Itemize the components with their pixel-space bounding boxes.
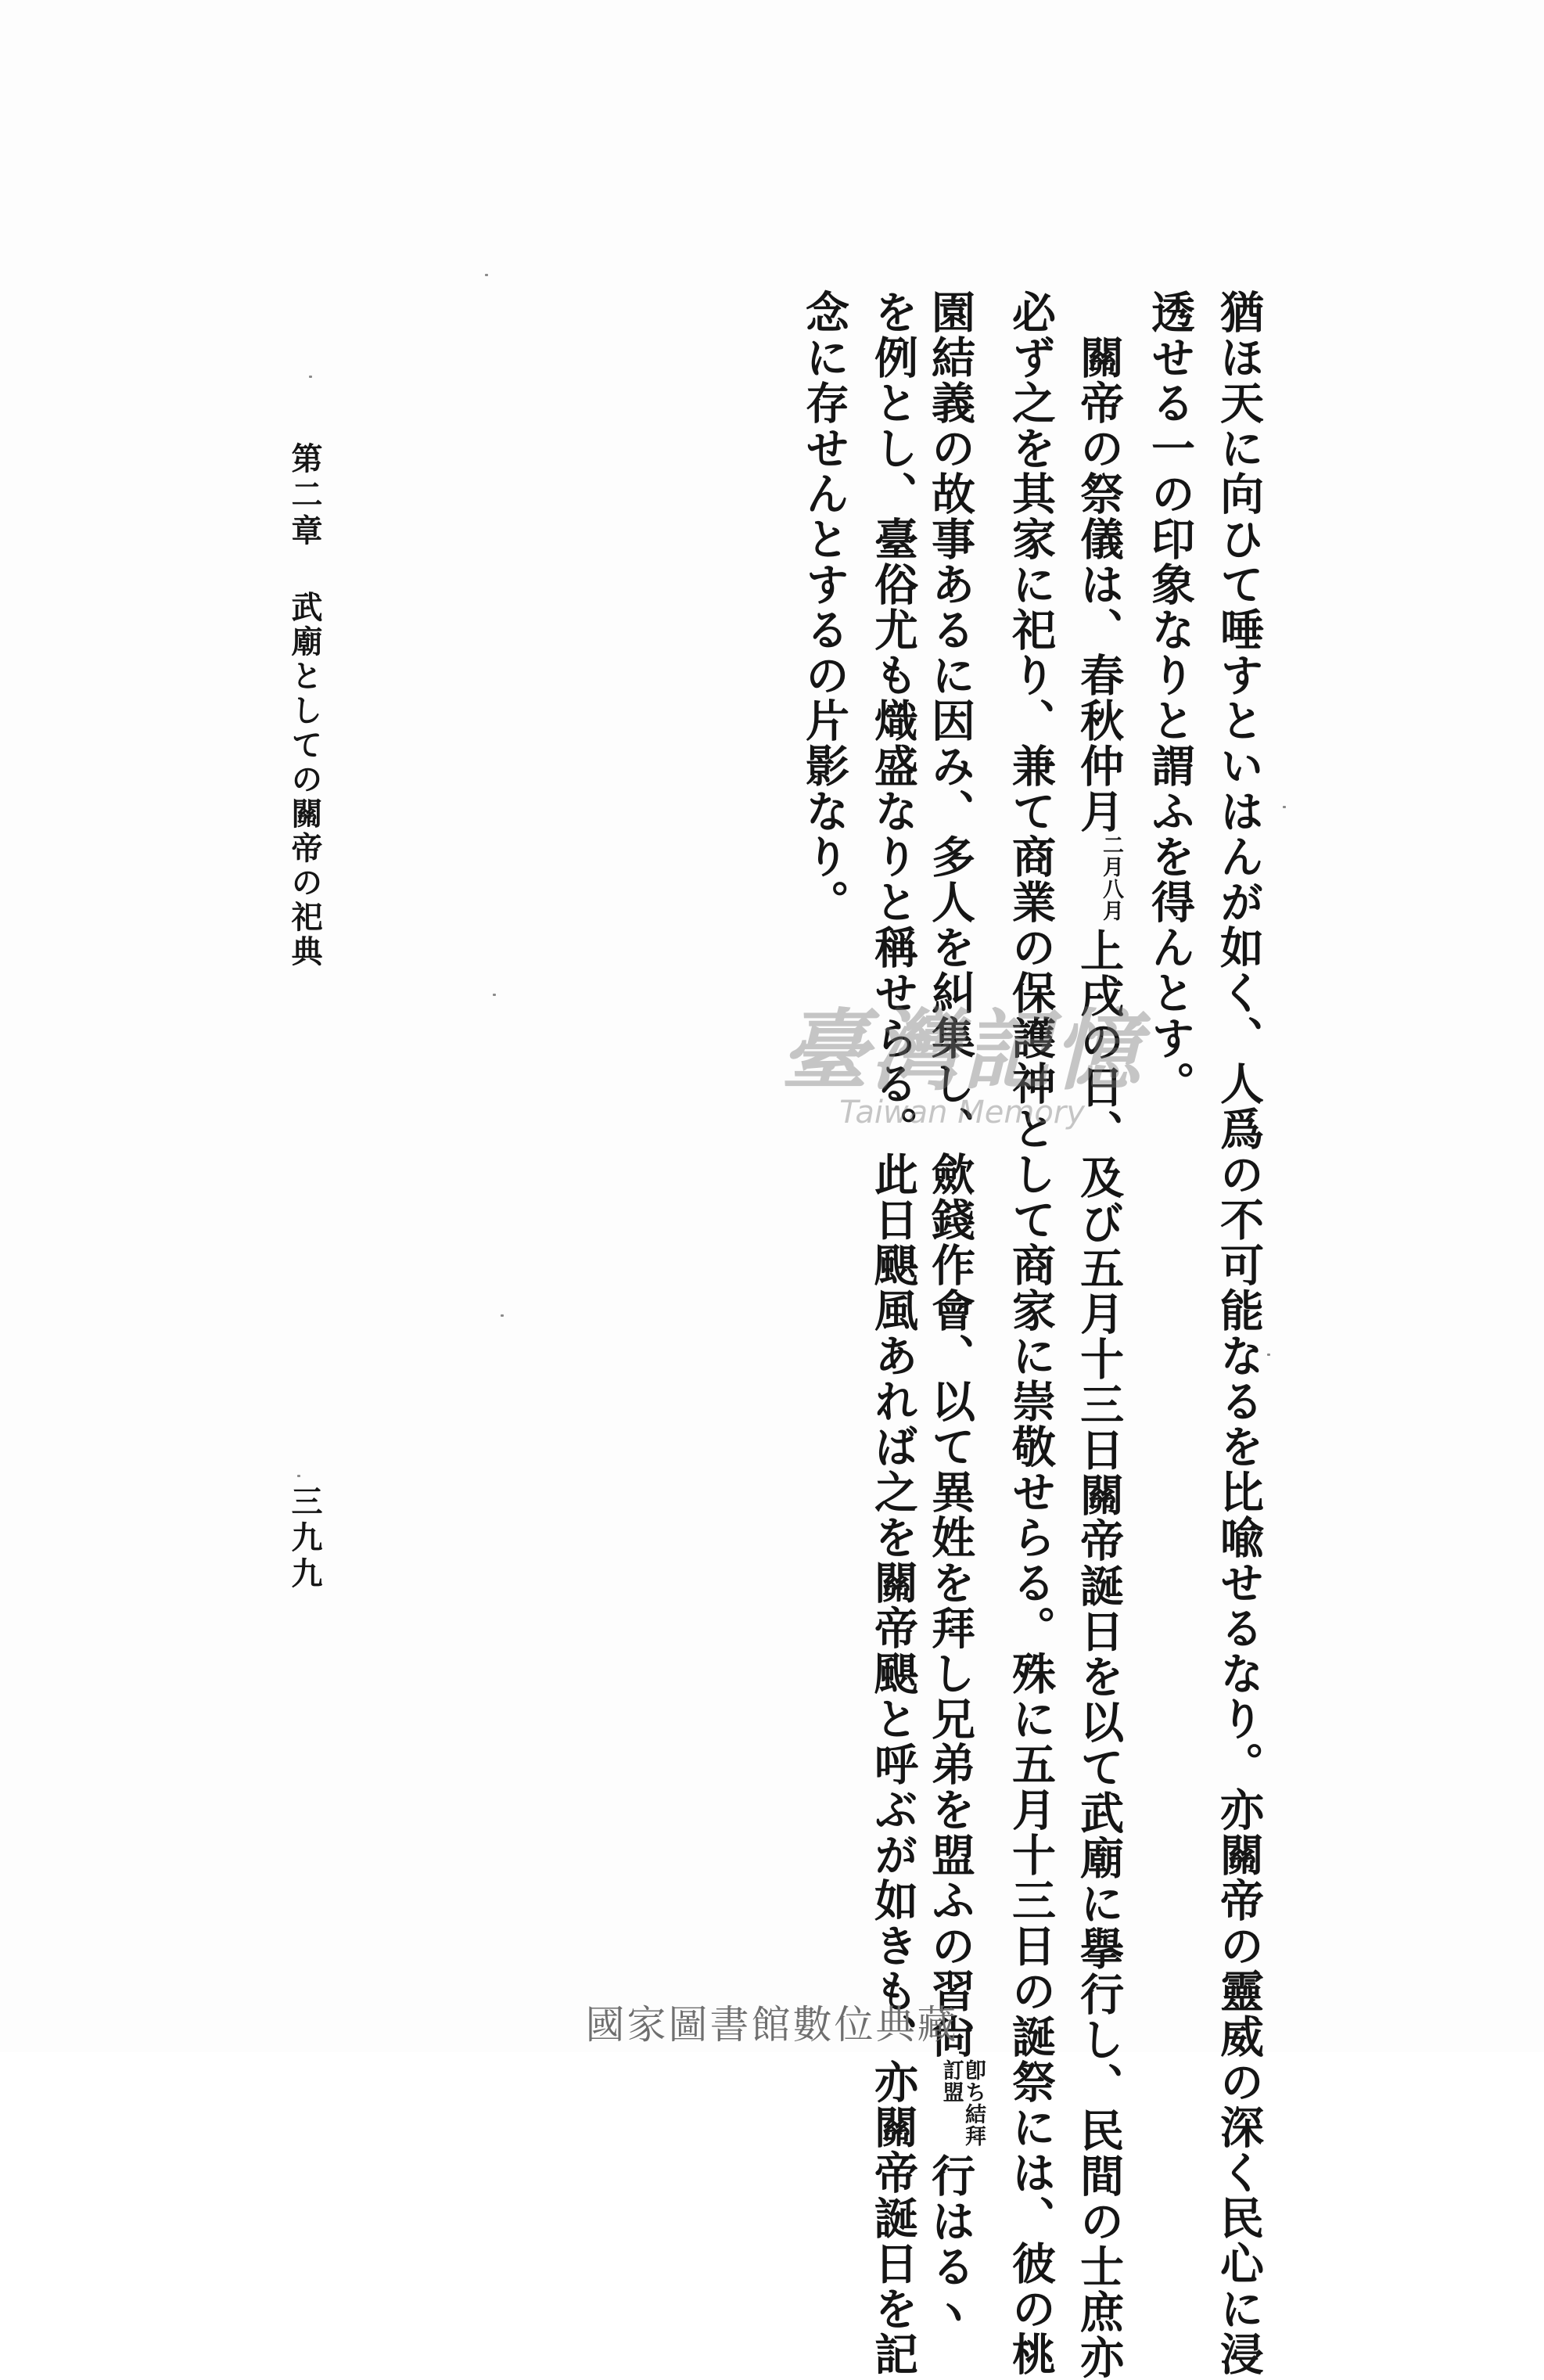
body-text-column-6: を例とし、臺俗尤も熾盛なりと稱せらる。此日颶風あれば之を關帝颶と呼ぶが如きも、亦關帝誕日を記 [867,289,919,2377]
watermark-title: 臺灣記憶 [781,1000,1144,1102]
body-text-column-3-part-b: 上戌の日、及び五月十三日關帝誕日を以て武廟に擧行し、民間の士庶亦 [1073,928,1126,2380]
scan-speck [501,1314,504,1317]
body-text-column-3-part-a: 關帝の祭儀は、春秋仲月 [1073,289,1126,834]
body-text-column-2: 透せる一の印象なりと謂ふを得んとす。 [1144,289,1196,1106]
scan-speck [493,994,496,996]
library-footer: 國家圖書館數位典藏 [585,2002,959,2047]
chapter-title: 武廟としての關帝の祀典 [286,591,323,969]
interlinear-note-months: 二月八月 [1099,834,1123,922]
scan-speck [297,1475,300,1477]
body-text-column-1: 猶ほ天に向ひて唾すといはんが如く、人爲の不可能なるを比喩せるなり。亦關帝の靈威の深く民心に浸 [1213,289,1265,2377]
interlinear-note-oath: 卽ち結拜訂盟 [939,2059,986,2147]
scan-speck [1267,1354,1270,1356]
scan-speck [485,274,488,276]
page-number: 三九九 [286,1485,323,1593]
body-text-column-4: 必ず之を其家に祀り、兼て商業の保護神として商家に崇敬せらる。殊に五月十三日の誕祭には、彼の桃 [1005,289,1057,2377]
body-text-column-3 [1073,289,1126,2380]
body-text-column-7: 念に存せんとするの片影なり。 [799,289,850,925]
scan-speck [1283,806,1286,808]
scan-speck [309,376,312,378]
body-text-column-5-part-b: 行はるヽ [924,2153,976,2335]
watermark-subtitle: Taiwan Memory [839,1094,1085,1131]
chapter-number: 第二章 [286,442,323,550]
body-text-column-5-part-a: 園結義の故事あるに因み、多人を糾集し、歛錢作會、以て異姓を拜し兄弟を盟ふの習尙 [924,289,976,2059]
